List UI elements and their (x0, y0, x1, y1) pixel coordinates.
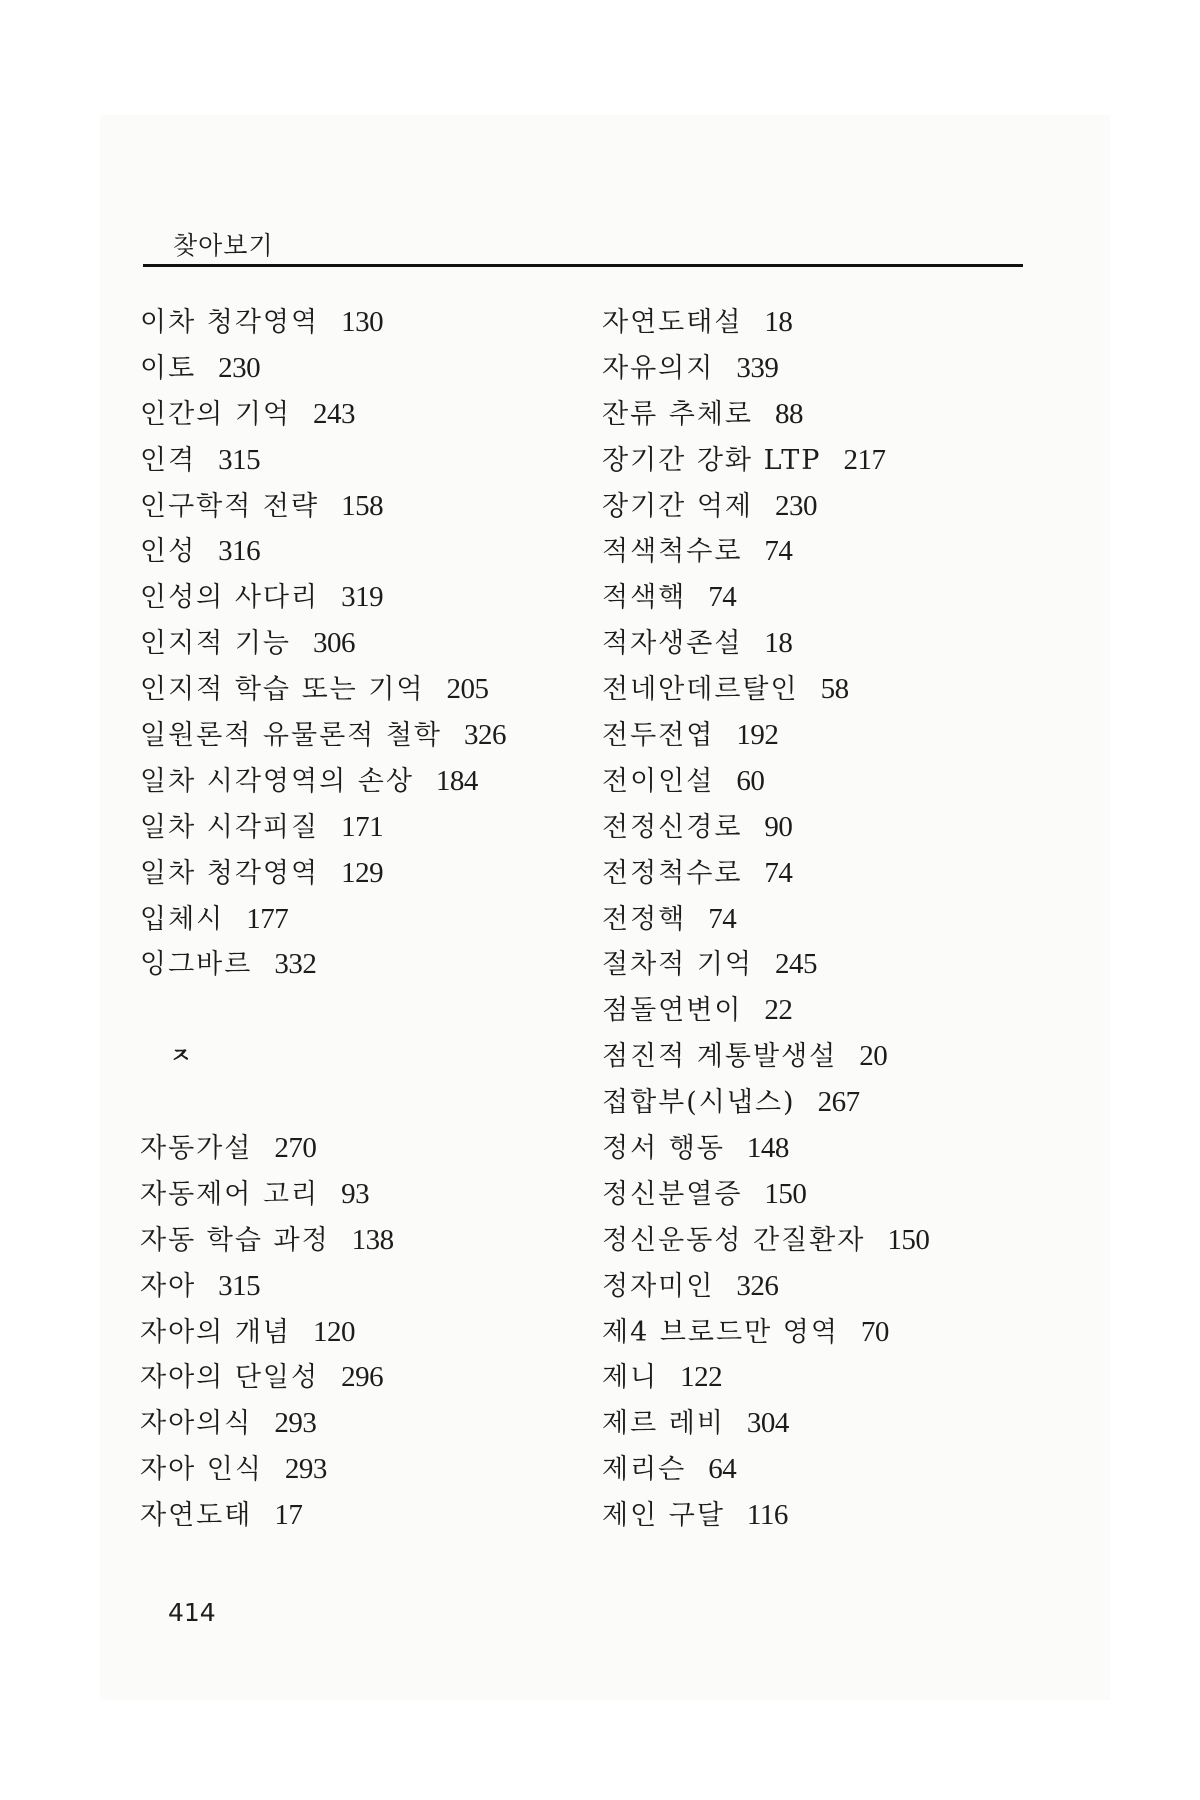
index-term: 인성의 사다리 (140, 582, 320, 614)
index-entry (602, 484, 929, 530)
index-entry (140, 529, 506, 575)
index-page-ref: 171 (341, 810, 384, 843)
index-page-ref: 230 (775, 489, 817, 522)
page-number: 414 (168, 1598, 216, 1627)
section-heading-letter: ㅈ (170, 1044, 192, 1070)
index-term: 정서 행동 (602, 1133, 725, 1165)
index-page-ref: 184 (435, 764, 478, 797)
index-page-ref: 150 (887, 1223, 930, 1256)
index-page-ref: 90 (764, 810, 793, 843)
index-entry (602, 529, 929, 575)
index-page-ref: 70 (860, 1315, 889, 1348)
index-term: 일차 시각영역의 손상 (140, 765, 414, 797)
index-page-ref: 148 (746, 1132, 789, 1165)
index-entry (140, 1126, 506, 1172)
index-entry (602, 300, 929, 346)
index-term: 정신운동성 간질환자 (602, 1224, 866, 1256)
index-page-ref: 205 (446, 673, 489, 706)
index-term: 전정신경로 (602, 811, 743, 843)
index-page-ref: 315 (218, 1269, 261, 1302)
index-page-ref: 304 (746, 1407, 789, 1440)
index-entry (140, 346, 506, 392)
index-term: 제4 브로드만 영역 (602, 1316, 839, 1348)
index-entry (140, 1493, 506, 1539)
index-page-ref: 192 (736, 719, 779, 752)
index-entry (602, 1218, 929, 1264)
index-page-ref: 326 (464, 719, 506, 752)
index-entry (140, 805, 506, 851)
index-page-ref: 158 (341, 489, 384, 522)
index-term: 절차적 기억 (602, 949, 753, 981)
index-term: 입체시 (140, 903, 225, 935)
index-entry (602, 1034, 929, 1080)
index-term: 일원론적 유물론적 철학 (140, 720, 442, 752)
index-entry (140, 575, 506, 621)
index-page-ref: 116 (746, 1499, 788, 1532)
index-page-ref: 88 (775, 397, 803, 430)
index-page-ref: 93 (341, 1177, 370, 1210)
index-entry (602, 805, 929, 851)
index-term: 이토 (140, 352, 197, 384)
index-term: 접합부(시냅스) (602, 1087, 796, 1119)
index-term: 제르 레비 (602, 1408, 725, 1440)
index-term: 점진적 계통발생설 (602, 1041, 838, 1073)
index-term: 자아의 개념 (140, 1316, 291, 1348)
index-page-ref: 296 (341, 1361, 384, 1394)
index-entry (140, 1172, 506, 1218)
index-entry (602, 392, 929, 438)
index-term: 장기간 억제 (602, 490, 753, 522)
index-entry (140, 713, 506, 759)
index-entry (140, 300, 506, 346)
index-page-ref: 17 (274, 1499, 303, 1532)
index-term: 인구학적 전략 (140, 490, 320, 522)
index-entry (602, 1080, 929, 1126)
index-term: 전두전엽 (602, 720, 715, 752)
index-entry (602, 1401, 929, 1447)
index-term: 자아의식 (140, 1408, 253, 1440)
index-term: 적자생존설 (602, 628, 743, 660)
index-term: 인성 (140, 536, 197, 568)
index-term: 일차 시각피질 (140, 811, 320, 843)
index-page-ref: 58 (820, 673, 849, 706)
index-page-ref: 270 (274, 1132, 317, 1165)
index-entry (140, 759, 506, 805)
index-entry (602, 1493, 929, 1539)
index-page-ref: 74 (708, 581, 737, 614)
index-page-ref: 130 (341, 306, 384, 338)
index-page-ref: 120 (313, 1315, 355, 1348)
index-term: 제인 구달 (602, 1500, 725, 1532)
index-term: 정신분열증 (602, 1178, 743, 1210)
index-entry (140, 1355, 506, 1401)
index-term: 전정척수로 (602, 857, 743, 889)
index-page-ref: 267 (817, 1086, 860, 1119)
index-term: 제리슨 (602, 1454, 687, 1486)
index-page-ref: 177 (246, 902, 289, 935)
index-entry (140, 667, 506, 713)
index-page-ref: 326 (736, 1269, 779, 1302)
index-entry (140, 1447, 506, 1493)
index-entry (602, 1126, 929, 1172)
index-term: 전정핵 (602, 903, 687, 935)
index-page-ref: 230 (218, 351, 261, 384)
index-page-ref: 122 (680, 1361, 723, 1394)
index-term: 자연도태설 (602, 307, 743, 338)
index-term: 적색척수로 (602, 536, 743, 568)
index-entry (140, 392, 506, 438)
index-page-ref: 315 (218, 443, 261, 476)
index-entry (140, 1218, 506, 1264)
section-spacer (140, 1080, 506, 1126)
index-page-ref: 339 (736, 351, 779, 384)
index-page-ref: 245 (775, 948, 817, 981)
index-page-ref: 316 (218, 535, 261, 568)
index-entry (140, 1310, 506, 1356)
index-page-ref: 129 (341, 856, 384, 889)
index-term: 장기간 강화 LTP (602, 444, 822, 476)
index-page-ref: 138 (351, 1223, 394, 1256)
index-term: 자아 (140, 1270, 197, 1302)
index-entry (602, 759, 929, 805)
index-page-ref: 64 (708, 1453, 737, 1486)
index-column-right (602, 300, 929, 1539)
index-entry (602, 942, 929, 988)
index-term: 전네안데르탈인 (602, 674, 799, 706)
index-entry (602, 1355, 929, 1401)
index-entry (140, 942, 506, 988)
index-column-left (140, 300, 506, 1539)
index-term: 자아의 단일성 (140, 1362, 320, 1394)
index-term: 자연도태 (140, 1500, 253, 1532)
index-entry (140, 1401, 506, 1447)
index-entry (602, 1172, 929, 1218)
index-entry (602, 713, 929, 759)
index-term: 제니 (602, 1362, 659, 1394)
index-page-ref: 74 (708, 902, 737, 935)
index-term: 잉그바르 (140, 949, 253, 981)
index-page-ref: 217 (843, 443, 886, 476)
index-page-ref: 22 (764, 994, 793, 1027)
index-term: 인격 (140, 444, 197, 476)
index-term: 자동 학습 과정 (140, 1224, 330, 1256)
index-page-ref: 18 (764, 627, 793, 660)
index-page-ref: 293 (274, 1407, 317, 1440)
index-entry (602, 621, 929, 667)
index-page-ref: 332 (274, 948, 317, 981)
index-term: 자아 인식 (140, 1454, 263, 1486)
index-page-ref: 243 (313, 397, 355, 430)
index-entry (602, 1310, 929, 1356)
index-page-ref: 319 (341, 581, 384, 614)
index-term: 자동제어 고리 (140, 1178, 320, 1210)
index-entry (602, 851, 929, 897)
index-entry (140, 1264, 506, 1310)
index-term: 자동가설 (140, 1133, 253, 1165)
index-page-ref: 74 (764, 535, 793, 568)
index-page-ref: 20 (859, 1040, 888, 1073)
index-page-ref: 60 (736, 764, 765, 797)
index-entry (602, 988, 929, 1034)
running-title: 찾아보기 (173, 231, 274, 260)
index-term: 일차 청각영역 (140, 857, 320, 889)
index-entry (602, 346, 929, 392)
index-entry (602, 667, 929, 713)
index-entry (602, 438, 929, 484)
index-entry (140, 851, 506, 897)
index-entry (140, 438, 506, 484)
index-term: 정자미인 (602, 1270, 715, 1302)
index-page-ref: 18 (764, 306, 793, 338)
index-entry (602, 897, 929, 943)
section-spacer (140, 988, 506, 1034)
index-page-ref: 150 (764, 1177, 807, 1210)
index-page-ref: 306 (313, 627, 355, 660)
index-term: 점돌연변이 (602, 995, 743, 1027)
index-term: 적색핵 (602, 582, 687, 614)
index-entry (602, 1264, 929, 1310)
index-page-ref: 74 (764, 856, 793, 889)
index-entry (140, 897, 506, 943)
index-entry (602, 575, 929, 621)
index-entry (602, 1447, 929, 1493)
index-page-ref: 293 (284, 1453, 327, 1486)
index-entry (140, 621, 506, 667)
index-term: 전이인설 (602, 765, 715, 797)
index-term: 자유의지 (602, 352, 715, 384)
index-term: 이차 청각영역 (140, 307, 320, 338)
index-term: 인지적 기능 (140, 628, 291, 660)
index-term: 인간의 기억 (140, 398, 291, 430)
index-term: 잔류 추체로 (602, 398, 753, 430)
index-term: 인지적 학습 또는 기억 (140, 674, 425, 706)
index-entry (140, 484, 506, 530)
header-rule (143, 264, 1023, 267)
